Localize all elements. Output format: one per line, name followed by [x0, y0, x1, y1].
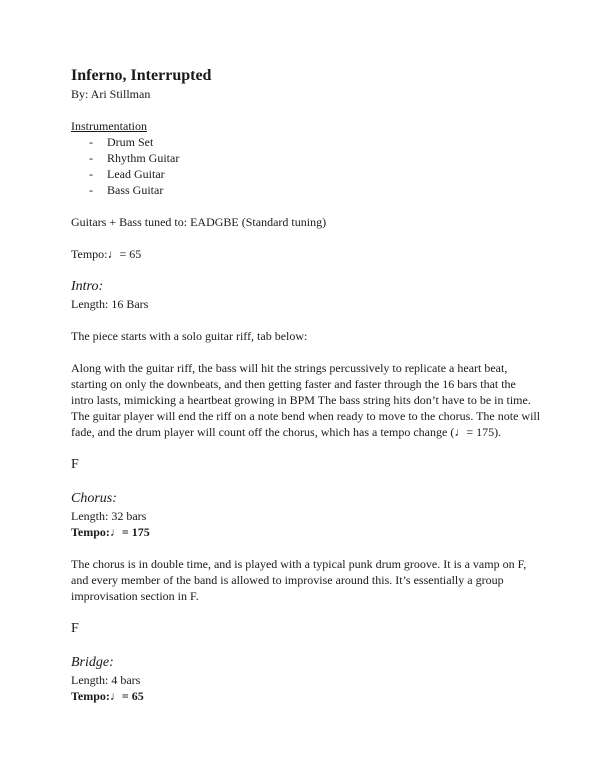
- bridge-length: Length: 4 bars: [71, 673, 141, 687]
- bridge-title: Bridge:: [71, 655, 114, 670]
- chorus-length: Length: 32 bars: [71, 509, 147, 523]
- intro-title: Intro:: [71, 279, 104, 294]
- document-title: Inferno, Interrupted: [71, 67, 212, 84]
- tempo-line: Tempo:♩= 65: [71, 247, 142, 261]
- intro-chord: F: [71, 457, 79, 472]
- instrument-name: Lead Guitar: [107, 167, 165, 181]
- bullet-dash: -: [89, 151, 93, 165]
- author-line: By: Ari Stillman: [71, 87, 151, 101]
- tuning-line: Guitars + Bass tuned to: EADGBE (Standard tuning): [71, 215, 327, 229]
- document-page: [71, 66, 541, 704]
- list-item: [71, 166, 541, 182]
- instrument-name: Bass Guitar: [107, 183, 164, 197]
- instrument-name: Drum Set: [107, 135, 154, 149]
- instrumentation-list: [71, 134, 541, 198]
- bridge-tempo: Tempo:♩= 65: [71, 689, 144, 703]
- list-item: [71, 150, 541, 166]
- chorus-tempo: Tempo:♩= 175: [71, 525, 150, 539]
- instrument-name: Rhythm Guitar: [107, 151, 180, 165]
- intro-text-1: The piece starts with a solo guitar riff, tab below:: [71, 329, 308, 343]
- chorus-chord: F: [71, 621, 79, 636]
- chorus-text: The chorus is in double time, and is played with a typical punk drum groove. It is a vamp on F, and every member of the band is allowed to improvise around this. It’s essentially a group improvisation section in F.: [71, 557, 527, 603]
- intro-text-2: Along with the guitar riff, the bass will hit the strings percussively to replicate a heart beat, starting on only the downbeats, and then getting faster and faster through the 16 bars that the intro lasts, mimicking a heartbeat growing in BPM The bass string hits don’t have to be in time. The guitar player will end the riff on a note bend when ready to move to the chorus. The note will fade, and the drum player will count off the chorus, which has a tempo change (♩= 175).: [71, 361, 541, 439]
- list-item: [71, 182, 541, 198]
- instrumentation-heading: Instrumentation: [71, 119, 147, 133]
- list-item: [71, 134, 541, 150]
- chorus-title: Chorus:: [71, 491, 117, 506]
- bullet-dash: -: [89, 135, 93, 149]
- bullet-dash: -: [89, 183, 93, 197]
- bullet-dash: -: [89, 167, 93, 181]
- intro-length: Length: 16 Bars: [71, 297, 149, 311]
